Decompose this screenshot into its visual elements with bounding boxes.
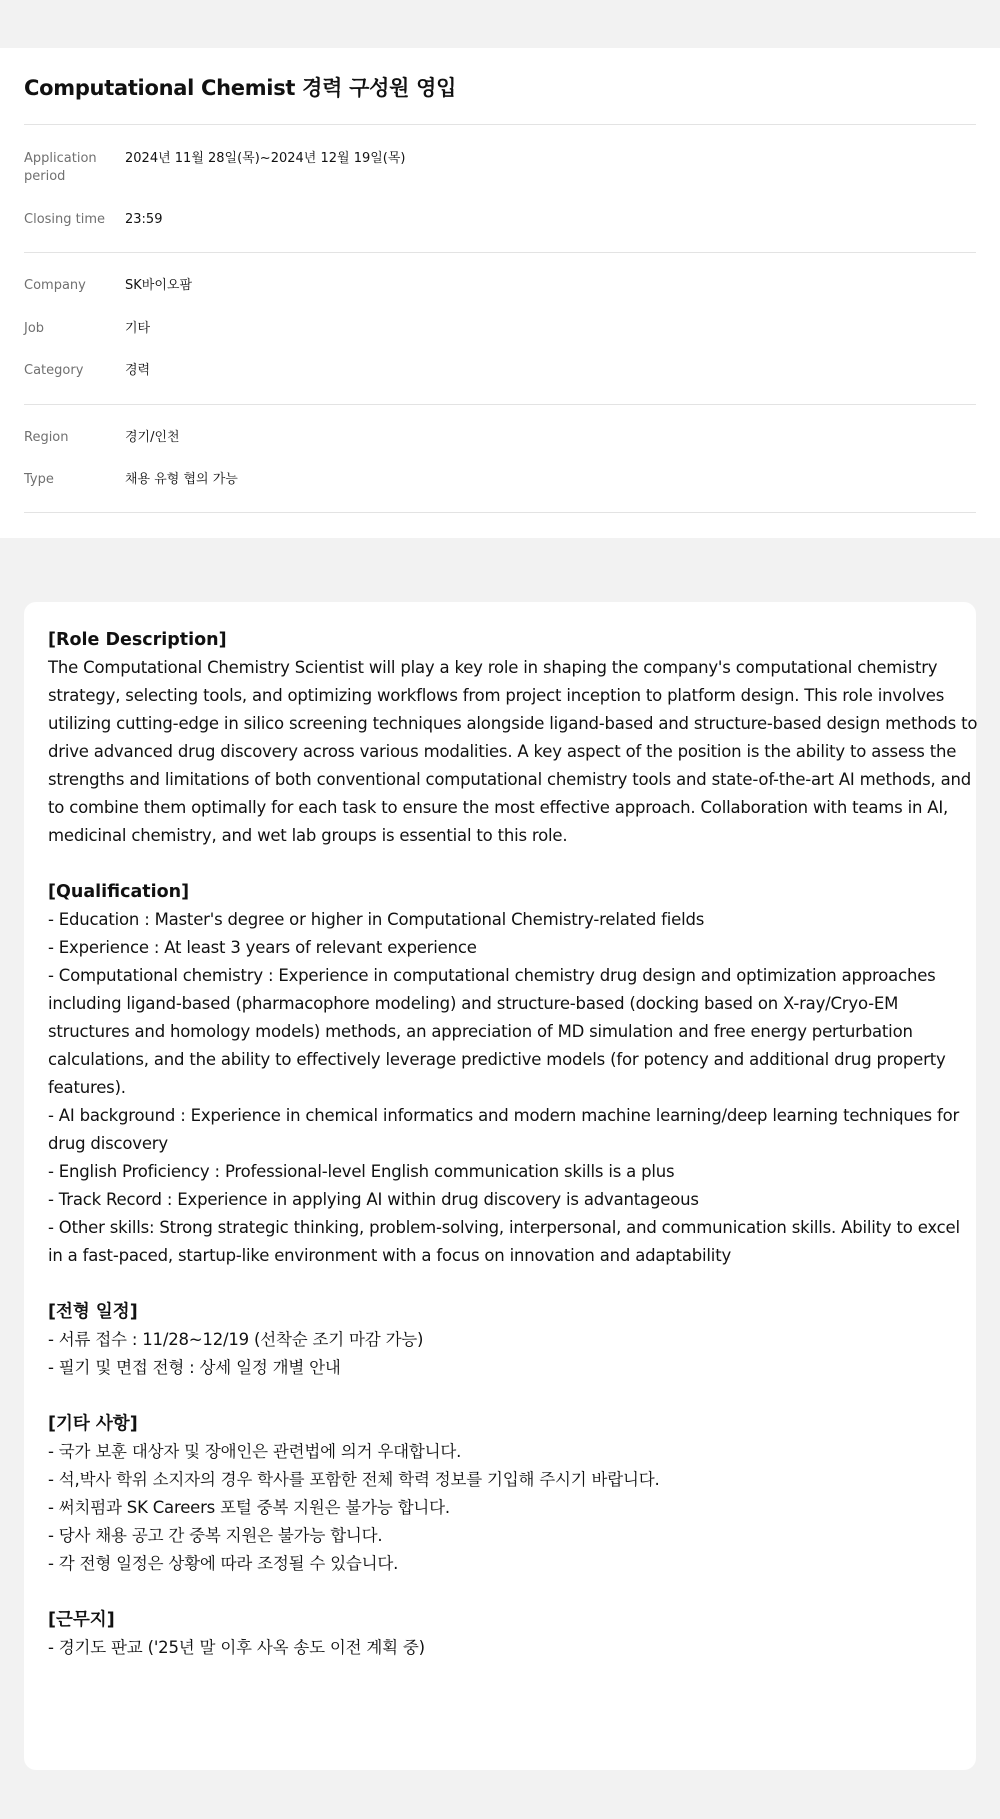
- job-description-card: [24, 602, 976, 1770]
- divider: [24, 252, 976, 253]
- list-item: - AI background : Experience in chemical informatics and modern machine learning/deep learning techniques for drug discovery: [48, 1106, 960, 1153]
- list-item: - 써치펌과 SK Careers 포털 중복 지원은 불가능 합니다.: [48, 1498, 450, 1517]
- closing-time-label: Closing time: [24, 212, 106, 227]
- list-item: - 국가 보훈 대상자 및 장애인은 관련법에 의거 우대합니다.: [48, 1442, 462, 1461]
- schedule-section: [48, 1298, 978, 1382]
- list-item: - Experience : At least 3 years of relevant experience: [48, 938, 477, 957]
- list-item: - 경기도 판교 ('25년 말 이후 사옥 송도 이전 계획 중): [48, 1638, 425, 1657]
- list-item: - 서류 접수 : 11/28~12/19 (선착순 조기 마감 가능): [48, 1330, 424, 1349]
- job-value: 기타: [125, 321, 151, 336]
- closing-time-value: 23:59: [125, 212, 163, 227]
- list-item: - Computational chemistry : Experience in computational chemistry drug design and optimization approaches including ligand-based (pharmacophore modeling) and structure-based (docking based on X-ray/Cryo-EM structures and homology models) methods, an appreciation of MD simulation and free energy perturbation calculations, and the ability to effectively leverage predictive models (for potency and additional drug property features).: [48, 966, 946, 1097]
- region-label: Region: [24, 430, 69, 445]
- divider: [24, 124, 976, 125]
- section-heading: [근무지]: [48, 1610, 115, 1630]
- section-heading: [Role Description]: [48, 630, 227, 650]
- list-item: - 각 전형 일정은 상황에 따라 조정될 수 있습니다.: [48, 1554, 399, 1573]
- job-summary-panel: [0, 48, 1000, 538]
- section-heading: [전형 일정]: [48, 1302, 138, 1322]
- etc-section: [48, 1410, 978, 1578]
- role-description-section: [48, 626, 978, 850]
- list-item: - Other skills: Strong strategic thinking, problem-solving, interpersonal, and communication skills. Ability to excel in a fast-paced, startup-like environment with a focus on innovation and adaptability: [48, 1218, 960, 1265]
- job-description-body: [48, 626, 978, 1690]
- section-heading: [Qualification]: [48, 882, 190, 902]
- qualification-section: [48, 878, 978, 1270]
- divider: [24, 404, 976, 405]
- region-value: 경기/인천: [125, 430, 180, 445]
- list-item: - 석,박사 학위 소지자의 경우 학사를 포함한 전체 학력 정보를 기입해 주시기 바랍니다.: [48, 1470, 660, 1489]
- category-label: Category: [24, 363, 84, 378]
- type-value: 채용 유형 협의 가능: [125, 472, 238, 487]
- location-section: [48, 1606, 978, 1662]
- list-item: - 당사 채용 공고 간 중복 지원은 불가능 합니다.: [48, 1526, 383, 1545]
- role-description-text: The Computational Chemistry Scientist will play a key role in shaping the company's computational chemistry strategy, selecting tools, and optimizing workflows from project inception to platform design. This role involves utilizing cutting-edge in silico screening techniques alongside ligand-based and structure-based design methods to drive advanced drug discovery across various modalities. A key aspect of the position is the ability to assess the strengths and limitations of both conventional computational chemistry tools and state-of-the-art AI methods, and to combine them optimally for each task to ensure the most effective approach. Collaboration with teams in AI, medicinal chemistry, and wet lab groups is essential to this role.: [48, 658, 978, 845]
- list-item: - 필기 및 면접 전형 : 상세 일정 개별 안내: [48, 1358, 341, 1377]
- job-label: Job: [24, 321, 45, 336]
- page-title: Computational Chemist 경력 구성원 영입: [24, 76, 457, 100]
- application-period-value: 2024년 11월 28일(목)~2024년 12월 19일(목): [125, 151, 406, 166]
- divider: [24, 512, 976, 513]
- list-item: - Track Record : Experience in applying AI within drug discovery is advantageous: [48, 1190, 699, 1209]
- category-value: 경력: [125, 363, 151, 378]
- company-label: Company: [24, 278, 86, 293]
- application-period-label: Application period: [24, 151, 97, 184]
- list-item: - English Proficiency : Professional-level English communication skills is a plus: [48, 1162, 675, 1181]
- type-label: Type: [24, 472, 54, 487]
- list-item: - Education : Master's degree or higher in Computational Chemistry-related fields: [48, 910, 705, 929]
- company-value: SK바이오팜: [125, 278, 193, 293]
- section-heading: [기타 사항]: [48, 1414, 138, 1434]
